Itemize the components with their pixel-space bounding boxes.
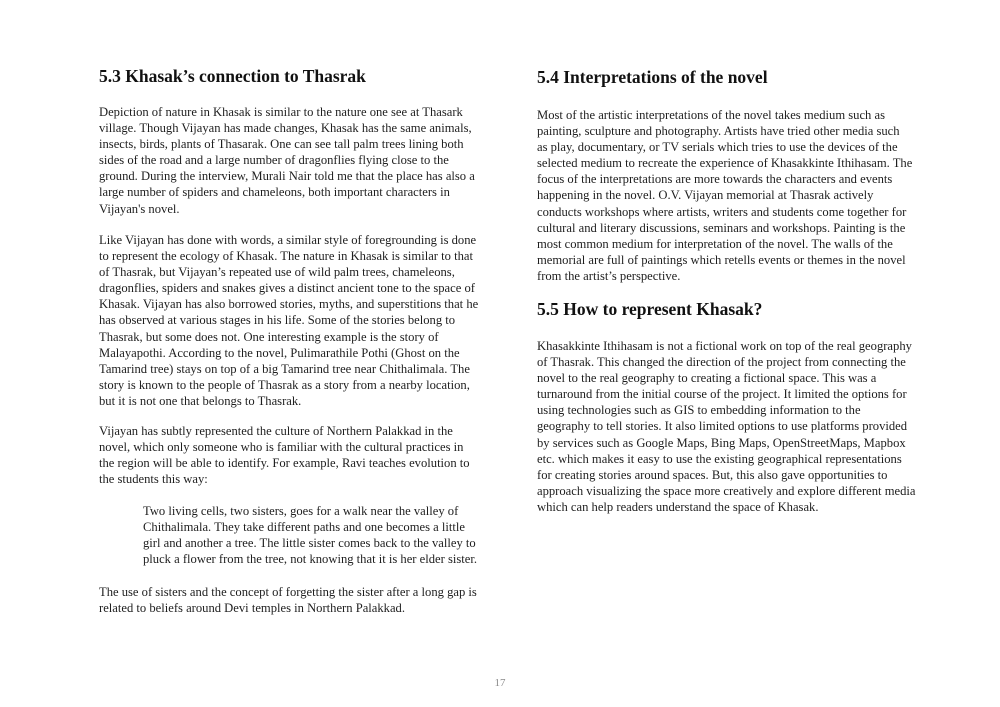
section-5-4-paragraph-1	[537, 107, 937, 284]
text-line: novel, which only someone who is familiar with the cultural practices in	[99, 440, 464, 455]
text-line: large number of spiders and chameleons, both important characters in	[99, 185, 450, 200]
text-line: has observed at various stages in his life. Some of the stories belong to	[99, 313, 456, 328]
text-line: dragonflies, spiders and snakes gives a distinct ancient tone to the space of	[99, 281, 475, 296]
quote-line: pluck a flower from the tree, not knowing that it is her elder sister.	[143, 552, 477, 567]
section-5-3-paragraph-2	[99, 232, 499, 409]
section-heading-5-5: 5.5 How to represent Khasak?	[537, 299, 763, 319]
text-line: as play, documentary, or TV serials which tries to use the devices of the	[537, 140, 898, 155]
text-line: for creating stories around spaces. But, this also gave opportunities to	[537, 467, 888, 482]
quote-line: girl and another a tree. The little sister comes back to the valley to	[143, 536, 476, 551]
text-line: Thasrak, but some does not. One interesting example is the story of	[99, 329, 439, 344]
section-5-3-paragraph-1	[99, 104, 499, 217]
text-line: Khasak. Vijayan has also borrowed stories, myths, and superstitions that he	[99, 297, 479, 312]
text-line: from the artist’s perspective.	[537, 268, 681, 283]
text-line: of Thasrak, but Vijayan’s repeated use of wild palm trees, chameleons,	[99, 265, 455, 280]
quote-line: Chithalimala. They take different paths and one becomes a little	[143, 520, 465, 535]
text-line: The use of sisters and the concept of forgetting the sister after a long gap is	[99, 585, 477, 599]
text-line: ground. During the interview, Murali Nair told me that the place has also a	[99, 169, 475, 184]
section-heading-5-3: 5.3 Khasak’s connection to Thasrak	[99, 66, 366, 86]
section-heading-5-4: 5.4 Interpretations of the novel	[537, 67, 768, 87]
text-line: Like Vijayan has done with words, a similar style of foregrounding is done	[99, 233, 477, 247]
section-5-5-paragraph-1	[537, 338, 937, 515]
text-line: selected medium to recreate the experience of Khasakkinte Ithihasam. The	[537, 156, 913, 171]
text-line: village. Though Vijayan has made changes, Khasak has the same animals,	[99, 121, 472, 136]
text-line: Khasakkinte Ithihasam is not a fictional work on top of the real geography	[537, 339, 912, 353]
text-line: of Thasrak. This changed the direction of the project from connecting the	[537, 355, 906, 370]
text-line: Vijayan's novel.	[99, 201, 180, 216]
text-line: the region will be able to identify. For example, Ravi teaches evolution to	[99, 456, 470, 471]
text-line: memorial are full of paintings which retells events or themes in the novel	[537, 252, 906, 267]
text-line: focus of the interpretations are more towards the characters and events	[537, 172, 893, 187]
text-line: geography to tell stories. It also limited options to use platforms provided	[537, 419, 908, 434]
text-line: Vijayan has subtly represented the culture of Northern Palakkad in the	[99, 424, 453, 438]
text-line: using technologies such as GIS to embedding information to the	[537, 403, 861, 418]
text-line: by services such as Google Maps, Bing Maps, OpenStreetMaps, Mapbox	[537, 435, 906, 450]
text-line: sides of the road and a large number of dragonflies flying close to the	[99, 153, 449, 168]
text-line: Tamarind tree) stays on top of a big Tamarind tree near Chithalimala. The	[99, 361, 470, 376]
text-line: most common medium for interpretation of the novel. The walls of the	[537, 236, 893, 251]
section-5-3-paragraph-3	[99, 423, 499, 487]
text-line: novel to the real geography to creating a fictional space. This was a	[537, 371, 877, 386]
text-line: story is known to the people of Thasrak as a story from a nearby location,	[99, 377, 470, 392]
block-quote	[143, 503, 503, 567]
quote-line: Two living cells, two sisters, goes for a walk near the valley of	[143, 504, 459, 518]
text-line: to represent the ecology of Khasak. The nature in Khasak is similar to that	[99, 249, 473, 264]
text-line: etc. which makes it easy to use the existing geographical representations	[537, 451, 902, 466]
text-line: conducts workshops where artists, writers and students come together for	[537, 204, 907, 219]
text-line: but it is not one that belongs to Thasrak.	[99, 393, 302, 408]
text-line: Most of the artistic interpretations of the novel takes medium such as	[537, 108, 885, 122]
text-line: which can help readers understand the space of Khasak.	[537, 499, 819, 514]
text-line: approach visualizing the space more creatively and explore different media	[537, 483, 916, 498]
text-line: happening in the novel. O.V. Vijayan memorial at Thasrak actively	[537, 188, 874, 203]
text-line: Depiction of nature in Khasak is similar to the nature one see at Thasark	[99, 105, 463, 119]
text-line: Malayapothi. According to the novel, Pulimarathile Pothi (Ghost on the	[99, 345, 460, 360]
text-line: the students this way:	[99, 472, 208, 487]
text-line: turnaround from the initial course of the project. It limited the options for	[537, 387, 907, 402]
section-5-3-paragraph-4	[99, 584, 499, 616]
text-line: insects, birds, plants of Thasarak. One can see tall palm trees lining both	[99, 137, 464, 152]
text-line: related to beliefs around Devi temples in Northern Palakkad.	[99, 601, 406, 616]
text-line: cultural and literary discussions, seminars and workshops. Painting is the	[537, 220, 906, 235]
page-number: 17	[494, 677, 506, 689]
text-line: painting, sculpture and photography. Artists have tried other media such	[537, 124, 900, 139]
